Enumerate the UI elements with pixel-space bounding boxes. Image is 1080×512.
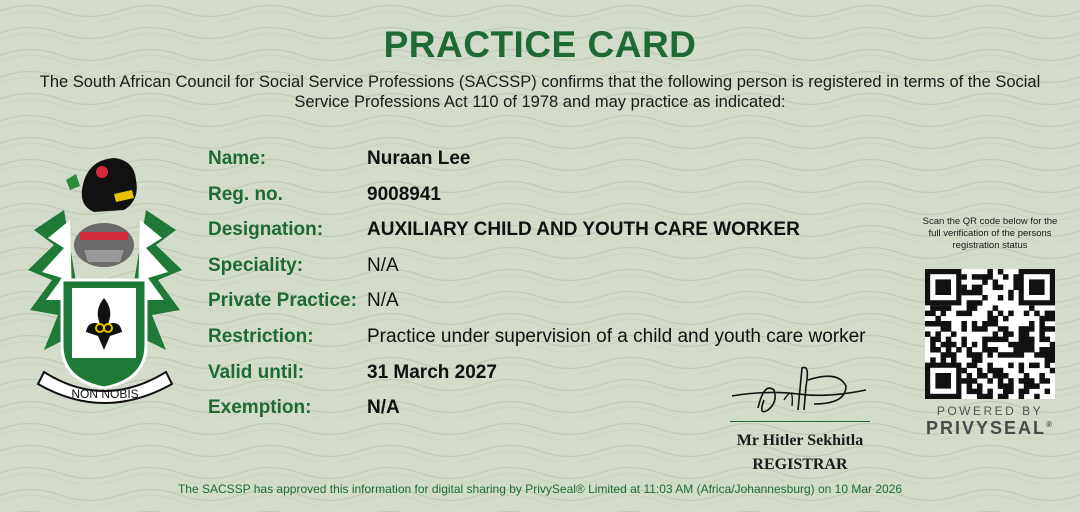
field-value: N/A bbox=[367, 397, 400, 418]
field-label: Valid until: bbox=[208, 362, 305, 383]
field-label: Name: bbox=[208, 148, 267, 169]
registrar-name: Mr Hitler Sekhitla bbox=[736, 432, 864, 449]
field-value: 31 March 2027 bbox=[367, 362, 497, 383]
field-value: Practice under supervision of a child and youth care worker bbox=[367, 326, 866, 347]
card-title: PRACTICE CARD bbox=[383, 24, 697, 65]
field-value: 9008941 bbox=[367, 184, 441, 205]
intro-text: The South African Council for Social Service Professions (SACSSP) confirms that the following person is registered in terms of the Social Service Professions Act 110 of 1978 and may practice as indicated: bbox=[39, 73, 1041, 111]
registrar-title: REGISTRAR bbox=[752, 456, 848, 473]
crest-motto: NON NOBIS bbox=[71, 387, 139, 401]
field-label: Restriction: bbox=[208, 326, 314, 347]
powered-by-label: POWERED BY bbox=[936, 404, 1044, 418]
field-label: Reg. no. bbox=[208, 184, 283, 205]
field-value: AUXILIARY CHILD AND YOUTH CARE WORKER bbox=[367, 219, 800, 240]
qr-code[interactable] bbox=[925, 269, 1055, 399]
sacssp-crest-logo bbox=[24, 150, 186, 410]
field-label: Designation: bbox=[208, 219, 324, 240]
field-label: Exemption: bbox=[208, 397, 312, 418]
privyseal-brand: PRIVYSEAL bbox=[926, 418, 1047, 438]
field-label: Private Practice: bbox=[208, 290, 357, 311]
field-label: Speciality: bbox=[208, 255, 304, 276]
privyseal-logo: PRIVYSEAL® bbox=[926, 418, 1054, 438]
footer-disclaimer: The SACSSP has approved this information for digital sharing by PrivySeal® Limited at 11:03 AM (Africa/Johannesburg) on 10 Mar 2026 bbox=[177, 482, 903, 496]
field-value: N/A bbox=[367, 255, 399, 276]
signature-line bbox=[730, 421, 870, 422]
qr-scan-instructions: Scan the QR code below for the full verification of the persons registration status bbox=[922, 216, 1058, 251]
field-value: Nuraan Lee bbox=[367, 148, 471, 169]
field-value: N/A bbox=[367, 290, 399, 311]
registrar-signature bbox=[728, 360, 872, 420]
